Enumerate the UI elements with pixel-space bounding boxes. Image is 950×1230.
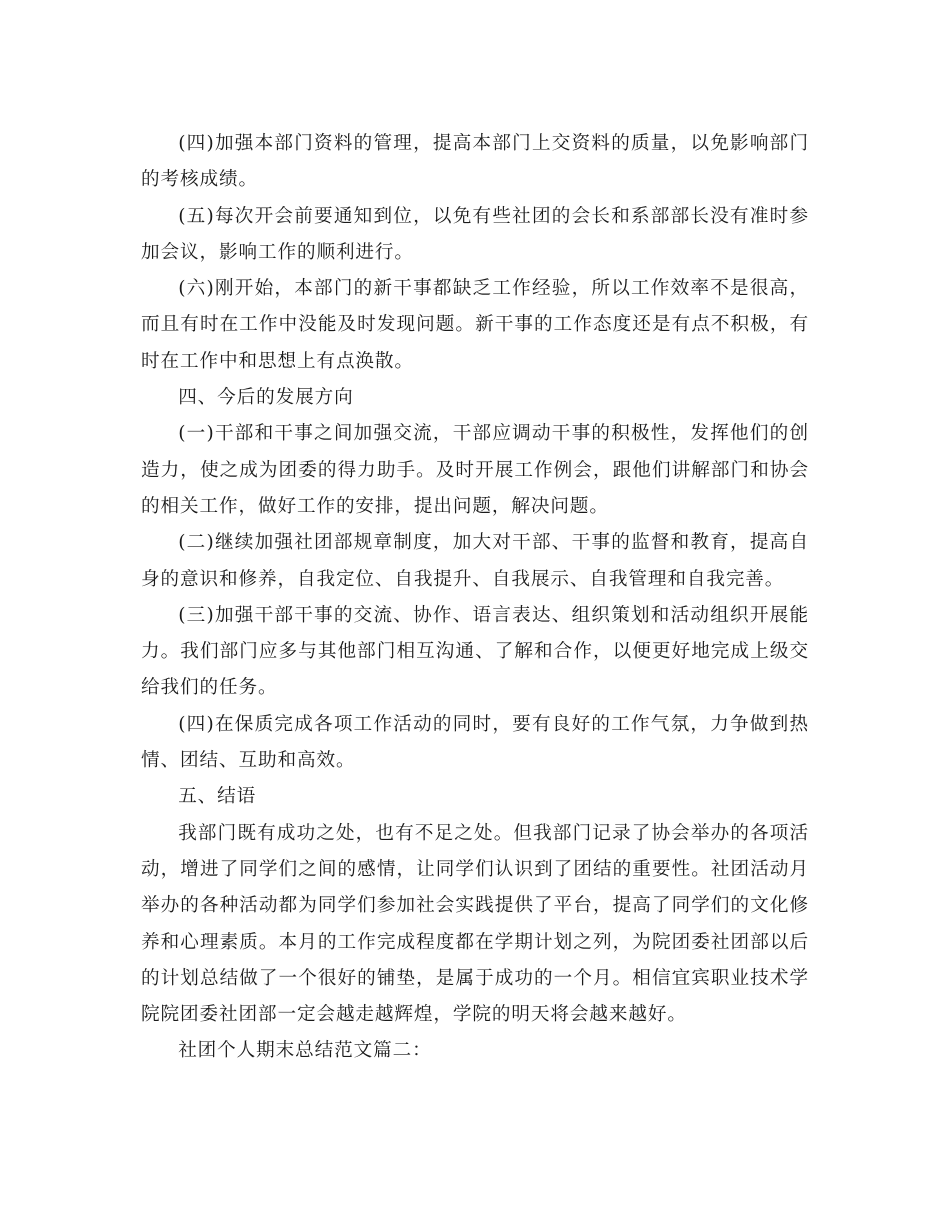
paragraph-item-4-work-atmosphere: (四)在保质完成各项工作活动的同时，要有良好的工作气氛，力争做到热情、团结、互助和高效。 <box>141 713 809 772</box>
section-heading-future-direction: 四、今后的发展方向 <box>178 387 354 409</box>
paragraph-item-6-new-staff: (六)刚开始，本部门的新干事都缺乏工作经验，所以工作效率不是很高，而且有时在工作中没能及时发现问题。新干事的工作态度还是有点不积极，有时在工作中和思想上有点涣散。 <box>141 278 809 372</box>
paragraph-conclusion-body: 我部门既有成功之处，也有不足之处。但我部门记录了协会举办的各项活动，增进了同学们之间的感情，让同学们认识到了团结的重要性。社团活动月举办的各种活动都为同学们参加社会实践提供了平台，提高了同学们的文化修养和心理素质。本月的工作完成程度都在学期计划之列，为院团委社团部以后的计划总结做了一个很好的铺垫，是属于成功的一个月。相信宜宾职业技术学院院团委社团部一定会越走越辉煌，学院的明天将会越来越好。 <box>141 822 809 1026</box>
paragraph-item-1-communication: (一)干部和干事之间加强交流，干部应调动干事的积极性，发挥他们的创造力，使之成为团委的得力助手。及时开展工作例会，跟他们讲解部门和协会的相关工作，做好工作的安排，提出问题，解决问题。 <box>141 423 809 517</box>
next-article-title: 社团个人期末总结范文篇二： <box>178 1040 432 1062</box>
paragraph-item-5-meeting-notice: (五)每次开会前要通知到位，以免有些社团的会长和系部部长没有准时参加会议，影响工作的顺利进行。 <box>141 205 809 263</box>
paragraph-item-4-data-management: (四)加强本部门资料的管理，提高本部门上交资料的质量，以免影响部门的考核成绩。 <box>141 133 809 191</box>
section-heading-conclusion: 五、结语 <box>178 786 257 808</box>
paragraph-item-2-regulations: (二)继续加强社团部规章制度，加大对干部、干事的监督和教育，提高自身的意识和修养，自我定位、自我提升、自我展示、自我管理和自我完善。 <box>141 532 809 590</box>
paragraph-item-3-cooperation: (三)加强干部干事的交流、协作、语言表达、组织策划和活动组织开展能力。我们部门应多与其他部门相互沟通、了解和合作，以便更好地完成上级交给我们的任务。 <box>141 604 809 699</box>
document-body <box>141 126 809 1070</box>
